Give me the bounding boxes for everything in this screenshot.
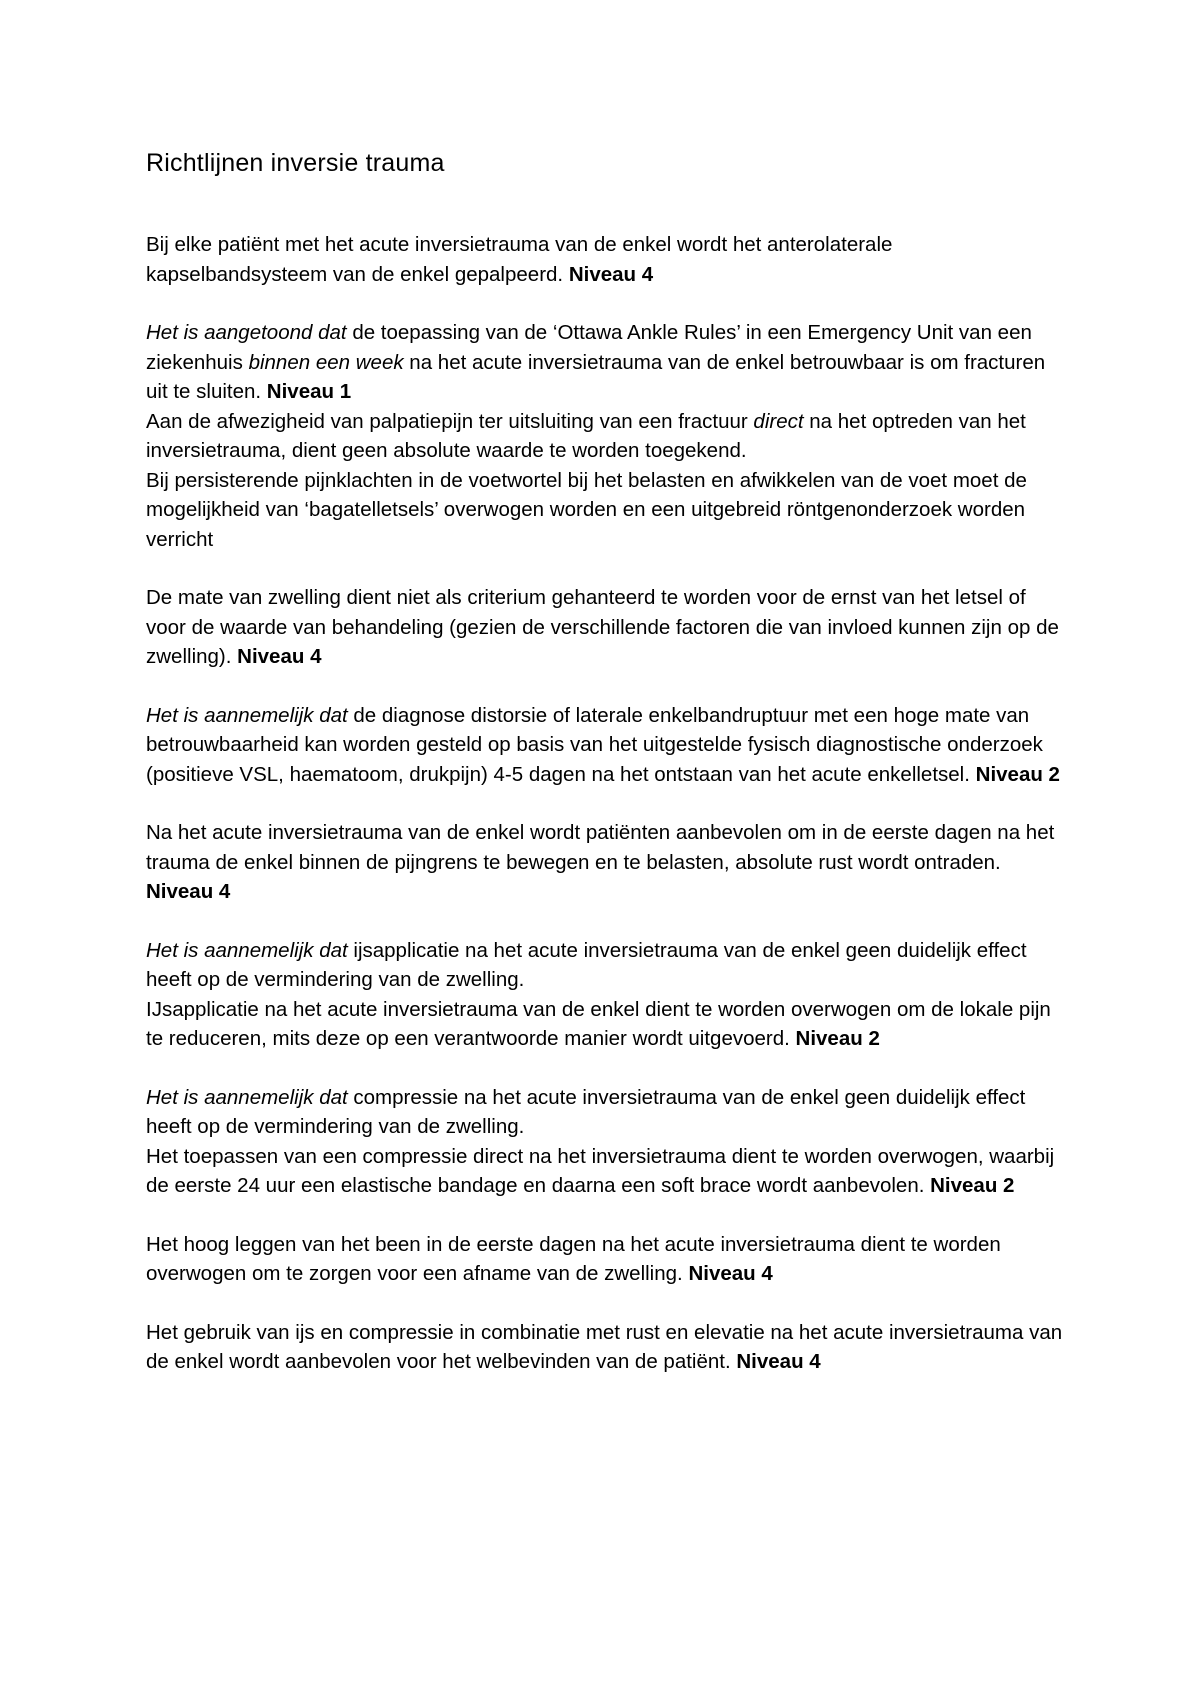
evidence-level: Niveau 1 xyxy=(266,380,352,403)
paragraph-line xyxy=(146,995,1066,1054)
paragraph-palpation xyxy=(146,230,1066,289)
paragraph-compression xyxy=(146,1083,1066,1201)
paragraph-swelling-criterion xyxy=(146,583,1066,672)
paragraph-text: IJsapplicatie na het acute inversietrauma van de enkel dient te worden overwogen om de lokale pijn te reduceren, mits deze op een verantwoorde manier wordt uitgevoerd. xyxy=(146,997,1051,1050)
paragraph-text: na het acute inversietrauma van de enkel betrouwbaar is om fracturen uit te sluiten. xyxy=(146,350,1046,403)
paragraph-text: De mate van zwelling dient niet als criterium gehanteerd te worden voor de ernst van het letsel of voor de waarde van behandeling (gezien de verschillende factoren die van invloed kunnen zijn op de zwelling). xyxy=(146,586,1059,668)
paragraph-text: Het gebruik van ijs en compressie in combinatie met rust en elevatie na het acute inversietrauma van de enkel wordt aanbevolen voor het welbevinden van de patiënt. xyxy=(146,1320,1063,1373)
evidence-level: Niveau 4 xyxy=(688,1262,773,1285)
paragraph-text: Na het acute inversietrauma van de enkel wordt patiënten aanbevolen om in de eerste dagen na het trauma de enkel binnen de pijngrens te bewegen en te belasten, absolute rust wordt ontraden. xyxy=(146,821,1055,874)
paragraph-line xyxy=(146,1083,1066,1142)
emphasis-text: binnen een week xyxy=(248,350,404,374)
paragraph-line xyxy=(146,936,1066,995)
paragraph-line: Bij persisterende pijnklachten in de voetwortel bij het belasten en afwikkelen van de voet moet de mogelijkheid van ‘bagatelletsels’ overwogen worden en een uitgebreid röntgenonderzoek worden verricht xyxy=(146,468,1027,551)
paragraph-text: na het optreden van het inversietrauma, dient geen absolute waarde te worden toegekend. xyxy=(146,409,1026,462)
paragraph-line xyxy=(146,407,1066,466)
paragraph-elevation xyxy=(146,1230,1066,1289)
paragraph-rice-combination xyxy=(146,1318,1066,1377)
evidence-level: Niveau 2 xyxy=(795,1027,880,1050)
evidence-level: Niveau 4 xyxy=(736,1350,821,1373)
paragraph-mobilisation xyxy=(146,818,1066,907)
paragraph-text: Aan de afwezigheid van palpatiepijn ter uitsluiting van een fractuur xyxy=(146,409,748,433)
evidence-level: Niveau 2 xyxy=(975,762,1060,786)
evidence-level: Niveau 4 xyxy=(146,880,231,903)
evidence-intro: Het is aannemelijk dat xyxy=(146,703,348,727)
evidence-intro: Het is aannemelijk dat xyxy=(146,938,348,962)
paragraph-text: ijsapplicatie na het acute inversietrauma van de enkel geen duidelijk effect heeft op de vermindering van de zwelling. xyxy=(146,938,1027,991)
document-page xyxy=(146,146,1066,1406)
evidence-level: Niveau 4 xyxy=(568,262,654,286)
paragraph-diagnosis xyxy=(146,701,1066,790)
emphasis-text: direct xyxy=(753,409,804,433)
paragraph-text: Het hoog leggen van het been in de eerste dagen na het acute inversietrauma dient te worden overwogen om te zorgen voor een afname van de zwelling. xyxy=(146,1232,1001,1285)
paragraph-ottawa-rules xyxy=(146,318,1066,554)
evidence-intro: Het is aangetoond dat xyxy=(146,321,347,344)
paragraph-text: de diagnose distorsie of laterale enkelbandruptuur met een hoge mate van betrouwbaarheid kan worden gesteld op basis van het uitgestelde fysisch diagnostische onderzoek (positieve VSL, haematoom, drukpijn) 4-5 dagen na het ontstaan van het acute enkelletsel. xyxy=(146,703,1043,786)
paragraph-text: de toepassing van de ‘Ottawa Ankle Rules’ in een Emergency Unit van een ziekenhuis xyxy=(146,321,1032,374)
paragraph-ice-application xyxy=(146,936,1066,1054)
paragraph-line xyxy=(146,318,1066,407)
paragraph-text: Het toepassen van een compressie direct na het inversietrauma dient te worden overwogen, waarbij de eerste 24 uur een elastische bandage en daarna een soft brace wordt aanbevolen. xyxy=(146,1144,1055,1197)
paragraph-line xyxy=(146,1142,1066,1201)
evidence-level: Niveau 2 xyxy=(930,1174,1015,1197)
evidence-intro: Het is aannemelijk dat xyxy=(146,1085,348,1109)
paragraph-text: Bij elke patiënt met het acute inversietrauma van de enkel wordt het anterolaterale kapselbandsysteem van de enkel gepalpeerd. xyxy=(146,233,893,286)
evidence-level: Niveau 4 xyxy=(237,645,322,668)
document-title: Richtlijnen inversie trauma xyxy=(146,149,445,177)
paragraph-text: compressie na het acute inversietrauma van de enkel geen duidelijk effect heeft op de vermindering van de zwelling. xyxy=(146,1085,1026,1138)
